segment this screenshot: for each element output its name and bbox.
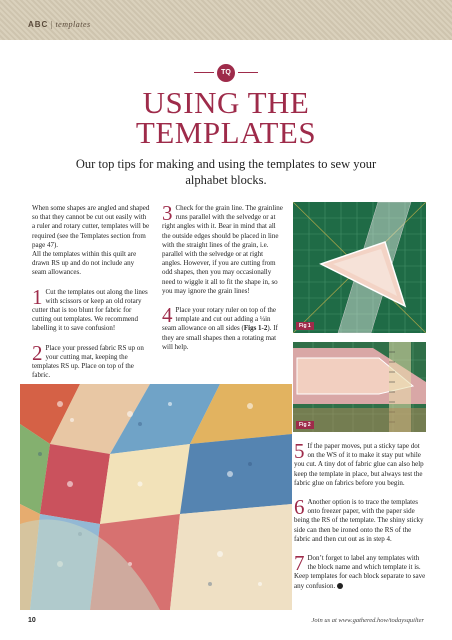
emblem-line-right (238, 72, 258, 73)
figure-1-label: Fig 1 (296, 322, 314, 330)
footer-url: Join us at www.gathered.how/todaysquilter (311, 617, 424, 624)
step-text: Check for the grain line. The grainline runs parallel with the selvedge or at right angles with it. Bear in mind that all the outside edges should be placed in line with the straight lines of the grain, i.e. parallel with the selvedge or at right angles. However, if you are cutting from odd shapes, then you may occasionally need to wiggle it all to fit the shape in, so you may ignore the grain lines! (162, 204, 283, 295)
title-emblem (186, 64, 266, 82)
step-text: Don’t forget to label any templates with the block name and which template it is. Keep templates for each block separate to save any confusion. (294, 554, 426, 590)
step-text-after: ). If they are small shapes then a rotating mat will help. (162, 324, 278, 351)
step-text: Place your pressed fabric RS up on your cutting mat, keeping the templates RS up. Place on top of the fabric. (32, 343, 144, 380)
step-text-bold: Figs 1-2 (243, 324, 268, 333)
step-number: 6 (294, 495, 305, 520)
step-1 (32, 284, 150, 334)
step-4 (162, 303, 284, 352)
page-number: 10 (28, 617, 36, 624)
figure-2-photo (293, 342, 426, 432)
step-number: 7 (294, 551, 305, 576)
emblem-line-left (194, 72, 214, 73)
section-name: templates (55, 20, 91, 29)
step-number: 5 (294, 439, 305, 463)
section-label: ABC | templates (28, 20, 91, 29)
page-title-line-1: USING THE (142, 85, 310, 120)
step-2 (32, 340, 150, 381)
step-6 (294, 495, 428, 544)
quilt-illustration (20, 384, 292, 610)
step-text: Cut the templates out along the lines with scissors or keep an old rotary cutter that is too blunt for fabric for cutting out templates. We recommend labelling it to save confusion! (32, 287, 148, 333)
page-title-line-2: TEMPLATES (135, 115, 317, 150)
tq-badge-icon: TQ (217, 64, 235, 82)
step-text: Another option is to trace the templates onto freezer paper, with the paper side being the RS of the template. The shiny sticky side can then be ironed onto the RS of the fabric and then cut out as in step 4. (294, 498, 424, 543)
quilt-photo (20, 384, 292, 610)
step-number: 1 (32, 284, 43, 309)
step-7 (294, 551, 428, 591)
intro-paragraph-1: When some shapes are angled and shaped so that they cannot be cut out easily with a ruler and rotary cutter, templates will be required (see the Templates section from page 47). (32, 204, 150, 249)
step-text-before: Place your rotary ruler on top of the template and cut out adding a ¼in seam allowance on all sides ( (162, 306, 276, 333)
step-number: 3 (162, 201, 173, 225)
column-left (32, 204, 150, 390)
page-subtitle: Our top tips for making and using the templates to sew your alphabet blocks. (75, 157, 377, 187)
step-3 (162, 201, 284, 296)
template-on-fabric-illustration (293, 342, 426, 432)
cutting-mat-illustration (293, 202, 426, 333)
figure-1-photo (293, 202, 426, 333)
step-number: 4 (162, 303, 173, 328)
step-5 (294, 439, 428, 488)
column-right (294, 439, 428, 601)
intro-paragraph-2: All the templates within this quilt are drawn RS up and do not include any seam allowances. (32, 250, 137, 277)
step-number: 2 (32, 340, 43, 365)
figure-2-label: Fig 2 (296, 421, 314, 429)
end-mark-icon (337, 583, 343, 589)
section-prefix: ABC (28, 20, 49, 29)
column-middle (162, 201, 284, 362)
step-text: If the paper moves, put a sticky tape dot on the WS of it to make it stay put while you cut. A tiny dot of fabric glue can also help keep the template in place, but always test the fabric glue on fabrics before you begin. (294, 442, 424, 487)
